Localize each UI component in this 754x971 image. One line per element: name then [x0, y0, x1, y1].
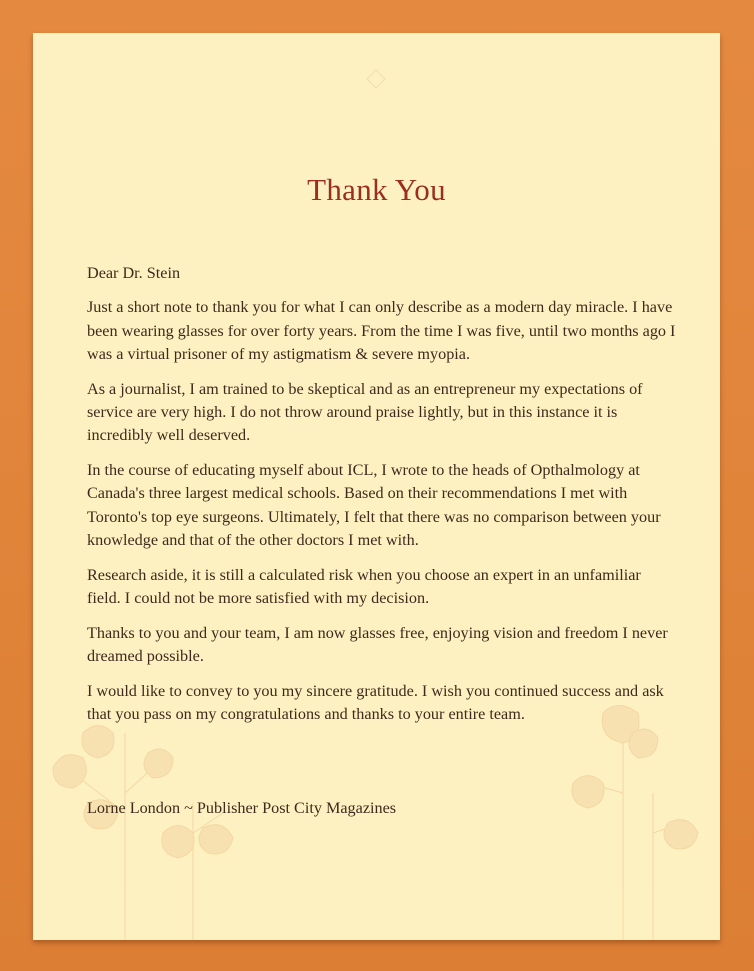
leaf-icon [53, 755, 86, 788]
diamond-ornament-icon [367, 70, 385, 88]
paragraph: I would like to convey to you my sincere gratitude. I wish you continued success and ask that you pass on my congratulations and thanks to your entire team. [87, 681, 664, 724]
salutation: Dear Dr. Stein [87, 264, 181, 282]
leaf-icon [664, 820, 698, 849]
leaf-icon [144, 749, 173, 778]
paragraph: Thanks to you and your team, I am now glasses free, enjoying vision and freedom I never dreamed possible. [87, 623, 668, 666]
paragraph: Research aside, it is still a calculated risk when you choose an expert in an unfamiliar field. I could not be more satisfied with my decision. [87, 565, 641, 608]
paragraph: In the course of educating myself about ICL, I wrote to the heads of Opthalmology at Canada's three largest medical schools. Based on their recommendations I met with Toronto's top eye surgeons. Ultimately, I felt that there was no comparison between your knowledge and that of the other doctors I met with. [87, 461, 661, 549]
paragraph: Just a short note to thank you for what I can only describe as a modern day miracle. I have been wearing glasses for over forty years. From the time I was five, until two months ago I was a virtual prisoner of my astigmatism & severe myopia. [87, 298, 676, 363]
letter-title: Thank You [307, 172, 446, 207]
letter-body [87, 262, 677, 738]
paragraph: As a journalist, I am trained to be skeptical and as an entrepreneur my expectations of service are very high. I do not throw around praise lightly, but in this instance it is incredibly well deserved. [87, 379, 643, 445]
leaf-icon [162, 826, 194, 859]
letter-paper [33, 33, 720, 940]
signature: Lorne London ~ Publisher Post City Magazines [87, 799, 397, 817]
leaf-icon [199, 825, 233, 854]
